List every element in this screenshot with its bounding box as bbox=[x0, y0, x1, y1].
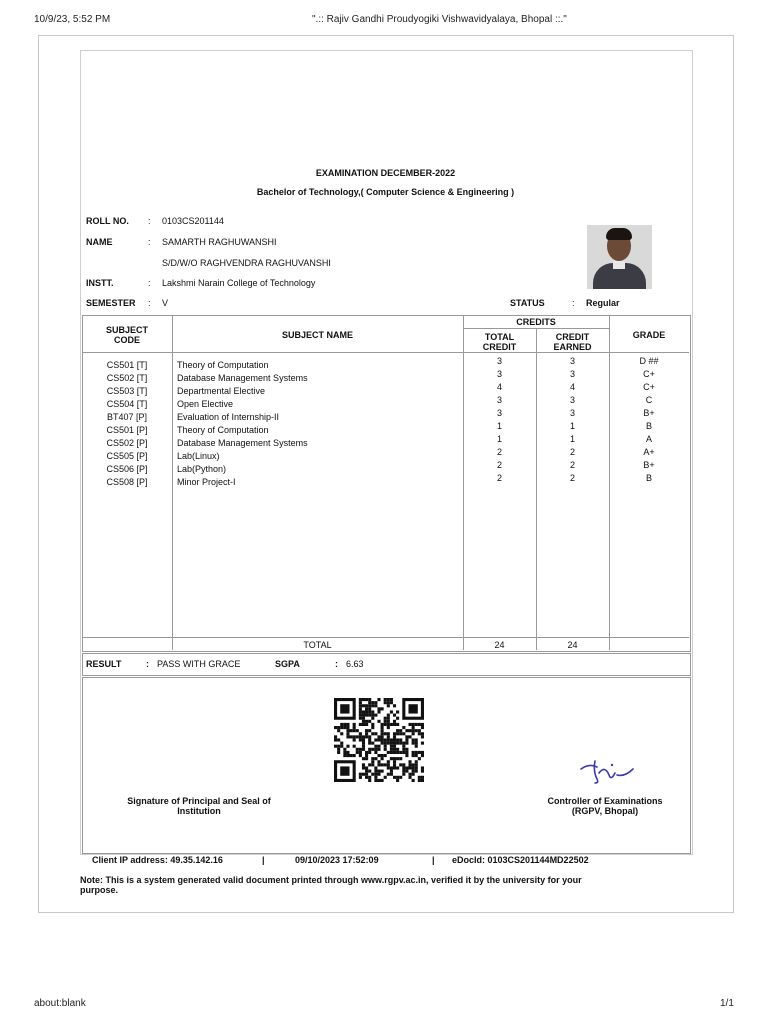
row-subject-name: Theory of Computation bbox=[177, 425, 269, 435]
colon: : bbox=[572, 298, 575, 308]
header-subject-code-2: CODE bbox=[113, 335, 140, 345]
colon: : bbox=[335, 659, 338, 669]
row-credit-earned: 1 bbox=[569, 434, 575, 444]
row-subject-name: Database Management Systems bbox=[177, 373, 308, 383]
row-total-credit: 2 bbox=[496, 473, 502, 483]
row-total-credit: 2 bbox=[496, 460, 502, 470]
row-grade: B+ bbox=[643, 408, 655, 418]
total-label: TOTAL bbox=[303, 640, 332, 650]
qr-code-icon bbox=[334, 698, 424, 782]
row-subject-code: CS503 [T] bbox=[106, 386, 148, 396]
principal-signature-label: Signature of Principal and Seal of bbox=[127, 796, 271, 806]
inst-label: INSTT. bbox=[86, 278, 114, 288]
colon: : bbox=[148, 216, 151, 226]
print-url: about:blank bbox=[34, 998, 86, 1009]
client-ip: Client IP address: 49.35.142.16 bbox=[92, 855, 223, 865]
name-label: NAME bbox=[86, 237, 113, 247]
row-grade: B+ bbox=[643, 460, 655, 470]
row-credit-earned: 3 bbox=[569, 356, 575, 366]
name-value: SAMARTH RAGHUWANSHI bbox=[162, 237, 277, 247]
sgpa-label: SGPA bbox=[275, 659, 300, 669]
row-subject-code: CS501 [P] bbox=[106, 425, 148, 435]
separator: | bbox=[432, 855, 435, 865]
total-earned: 24 bbox=[567, 640, 578, 650]
row-credit-earned: 3 bbox=[569, 408, 575, 418]
print-datetime: 10/9/23, 5:52 PM bbox=[34, 14, 111, 25]
colon: : bbox=[148, 237, 151, 247]
row-total-credit: 1 bbox=[496, 421, 502, 431]
row-credit-earned: 2 bbox=[569, 460, 575, 470]
row-grade: A bbox=[645, 434, 652, 444]
row-subject-code: CS501 [T] bbox=[106, 360, 148, 370]
row-total-credit: 3 bbox=[496, 395, 502, 405]
row-total-credit: 1 bbox=[496, 434, 502, 444]
relation-value: S/D/W/O RAGHVENDRA RAGHUVANSHI bbox=[162, 258, 331, 268]
row-total-credit: 2 bbox=[496, 447, 502, 457]
exam-title: EXAMINATION DECEMBER-2022 bbox=[315, 168, 456, 178]
row-subject-code: CS502 [P] bbox=[106, 438, 148, 448]
principal-signature-label-2: Institution bbox=[177, 806, 221, 816]
row-credit-earned: 3 bbox=[569, 395, 575, 405]
result-label: RESULT bbox=[86, 659, 122, 669]
header-subject-code-1: SUBJECT bbox=[105, 325, 148, 335]
row-total-credit: 3 bbox=[496, 356, 502, 366]
row-subject-code: CS502 [T] bbox=[106, 373, 148, 383]
controller-label: Controller of Examinations bbox=[547, 796, 663, 806]
row-total-credit: 3 bbox=[496, 408, 502, 418]
row-credit-earned: 4 bbox=[569, 382, 575, 392]
row-subject-code: CS508 [P] bbox=[106, 477, 148, 487]
total-credit: 24 bbox=[494, 640, 505, 650]
row-subject-name: Lab(Python) bbox=[177, 464, 227, 474]
header-credit-earned-2: EARNED bbox=[553, 342, 592, 352]
row-grade: B bbox=[645, 421, 652, 431]
row-total-credit: 4 bbox=[496, 382, 502, 392]
row-grade: C+ bbox=[643, 382, 655, 392]
colon: : bbox=[148, 278, 151, 288]
semester-label: SEMESTER bbox=[86, 298, 136, 308]
print-datetime-stamp: 09/10/2023 17:52:09 bbox=[295, 855, 379, 865]
row-subject-name: Theory of Computation bbox=[177, 360, 269, 370]
edoc-id: eDocId: 0103CS201144MD22502 bbox=[452, 855, 589, 865]
row-grade: D ## bbox=[639, 356, 659, 366]
header-subject-name: SUBJECT NAME bbox=[281, 330, 353, 340]
colon: : bbox=[146, 659, 149, 669]
row-subject-code: CS504 [T] bbox=[106, 399, 148, 409]
row-grade: B bbox=[645, 473, 652, 483]
status-label: STATUS bbox=[510, 298, 545, 308]
program-title: Bachelor of Technology,( Computer Science & Engineering ) bbox=[256, 187, 515, 197]
row-grade: C+ bbox=[643, 369, 655, 379]
row-subject-name: Minor Project-I bbox=[177, 477, 236, 487]
row-credit-earned: 3 bbox=[569, 369, 575, 379]
row-subject-code: CS506 [P] bbox=[106, 464, 148, 474]
note-line-1: Note: This is a system generated valid document printed through www.rgpv.ac.in, verified it by the university for your bbox=[80, 875, 582, 885]
row-credit-earned: 2 bbox=[569, 473, 575, 483]
row-subject-code: CS505 [P] bbox=[106, 451, 148, 461]
status-value: Regular bbox=[586, 298, 620, 308]
header-total-credit-1: TOTAL bbox=[484, 332, 515, 342]
row-subject-name: Database Management Systems bbox=[177, 438, 308, 448]
controller-label-2: (RGPV, Bhopal) bbox=[571, 806, 639, 816]
note-line-2: purpose. bbox=[80, 885, 119, 895]
header-grade: GRADE bbox=[632, 330, 666, 340]
row-total-credit: 3 bbox=[496, 369, 502, 379]
row-grade: A+ bbox=[643, 447, 655, 457]
row-credit-earned: 1 bbox=[569, 421, 575, 431]
row-subject-code: BT407 [P] bbox=[106, 412, 148, 422]
result-value: PASS WITH GRACE bbox=[157, 659, 241, 669]
print-page-title: ".:: Rajiv Gandhi Proudyogiki Vishwavidyalaya, Bhopal ::." bbox=[312, 14, 567, 25]
inst-value: Lakshmi Narain College of Technology bbox=[162, 278, 316, 288]
header-credits: CREDITS bbox=[516, 317, 556, 327]
row-subject-name: Open Elective bbox=[177, 399, 234, 409]
print-page-number: 1/1 bbox=[720, 998, 734, 1009]
student-photo bbox=[587, 225, 652, 289]
roll-label: ROLL NO. bbox=[86, 216, 129, 226]
row-subject-name: Lab(Linux) bbox=[177, 451, 220, 461]
signature-icon bbox=[575, 755, 637, 787]
row-subject-name: Departmental Elective bbox=[177, 386, 266, 396]
header-total-credit-2: CREDIT bbox=[482, 342, 517, 352]
roll-value: 0103CS201144 bbox=[162, 216, 224, 226]
row-credit-earned: 2 bbox=[569, 447, 575, 457]
separator: | bbox=[262, 855, 265, 865]
row-grade: C bbox=[645, 395, 653, 405]
header-credit-earned-1: CREDIT bbox=[555, 332, 590, 342]
row-subject-name: Evaluation of Internship-II bbox=[177, 412, 280, 422]
semester-value: V bbox=[162, 298, 169, 308]
sgpa-value: 6.63 bbox=[346, 659, 364, 669]
colon: : bbox=[148, 298, 151, 308]
